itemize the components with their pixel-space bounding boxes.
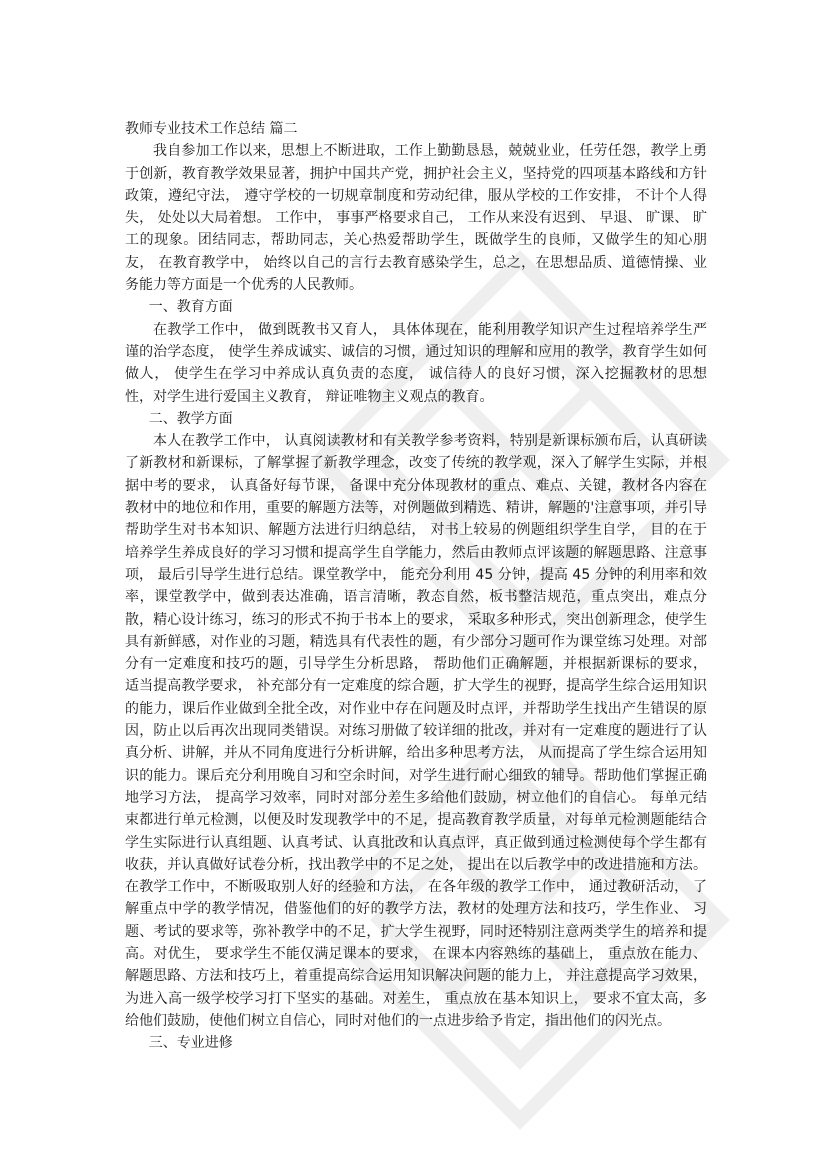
section-heading-education: 一、教育方面 [148, 299, 233, 316]
document-title: 教师专业技术工作总结 篇二 [125, 121, 298, 137]
section-heading-teaching: 二、教学方面 [148, 410, 233, 427]
intro-paragraph: 我自参加工作以来，思想上不断进取，工作上勤勤恳恳，兢兢业业，任劳任怨，教学上勇于创新，教育教学效果显著，拥护中国共产党，拥护社会主义，坚持党的四项基本路线和方针政策，遵纪守法， 遵守学校的一切规章制度和劳动纪律，服从学校的工作安排， 不计个人得失， 处处以大局着想。 工作中， 事事严格要求自己， 工作从来没有迟到、 早退、 旷课、 旷工的现象。团结同志，帮助同志，关心热爱帮助学生，既做学生的良师，又做学生的知心朋友， 在教育教学中， 始终以自己的言行去教育感染学生，总之，在思想品质、道德情操、业务能力等方面是一个优秀的人民教师。 [125, 143, 707, 294]
document-body [125, 118, 707, 1054]
section-heading-professional-development: 三、专业进修 [148, 1035, 233, 1052]
section-body-teaching: 本人在教学工作中， 认真阅读教材和有关教学参考资料，特别是新课标颁布后，认真研读了新教材和新课标，了解掌握了新教学理念，改变了传统的教学观，深入了解学生实际，并根据中考的要求， 认真备好每节课， 备课中充分体现教材的重点、难点、关键，教材各内容在教材中的地位和作用，重要的解题方法等，对例题做到精选、精讲，解题的'注意事项，并引导帮助学生对书本知识、解题方法进行归纳总结， 对书上较易的例题组织学生自学， 目的在于培养学生养成良好的学习习惯和提高学生自学能力，然后由教师点评该题的解题思路、注意事项， 最后引导学生进行总结。课堂教学中， 能充分利用 45 分钟，提高 45 分钟的利用率和效率，课堂教学中，做到表达准确，语言清晰，教态自然，板书整洁规范，重点突出，难点分散，精心设计练习，练习的形式不拘于书本上的要求， 采取多种形式，突出创新理念，使学生具有新鲜感，对作业的习题，精选具有代表性的题，有少部分习题可作为课堂练习处理。对部分有一定难度和技巧的题，引导学生分析思路， 帮助他们正确解题，并根据新课标的要求， 适当提高教学要求， 补充部分有一定难度的综合题，扩大学生的视野，提高学生综合运用知识的能力，课后作业做到全批全改，对作业中存在问题及时点评，并帮助学生找出产生错误的原因，防止以后再次出现同类错误。对练习册做了较详细的批改，并对有一定难度的题进行了认真分析、讲解，并从不同角度进行分析讲解，给出多种思考方法， 从而提高了学生综合运用知识的能力。课后充分利用晚自习和空余时间，对学生进行耐心细致的辅导。帮助他们掌握正确地学习方法， 提高学习效率，同时对部分差生多给他们鼓励，树立他们的自信心。 每单元结束都进行单元检测，以便及时发现教学中的不足，提高教育教学质量，对每单元检测题能结合学生实际进行认真组题、认真考试、认真批改和认真点评，真正做到通过检测使每个学生都有收获，并认真做好试卷分析，找出教学中的不足之处， 提出在以后教学中的改进措施和方法。 在教学工作中，不断吸取别人好的经验和方法， 在各年级的教学工作中， 通过教研活动， 了解重点中学的教学情况，借鉴他们的好的教学方法，教材的处理方法和技巧，学生作业、 习题、考试的要求等，弥补教学中的不足，扩大学生视野，同时还特别注意两类学生的培养和提高。对优生， 要求学生不能仅满足课本的要求， 在课本内容熟练的基础上， 重点放在能力、解题思路、方法和技巧上，着重提高综合运用知识解决问题的能力上， 并注意提高学习效果， 为进入高一级学校学习打下坚实的基础。对差生， 重点放在基本知识上， 要求不宜太高，多给他们鼓励，使他们树立自信心，同时对他们的一点进步给予肯定，指出他们的闪光点。 [125, 433, 707, 1029]
section-body-education: 在教学工作中， 做到既教书又育人， 具体体现在，能利用教学知识产生过程培养学生严谨的治学态度， 使学生养成诚实、诚信的习惯，通过知识的理解和应用的教学，教育学生如何做人， 使学生在学习中养成认真负责的态度， 诚信待人的良好习惯，深入挖掘教材的思想性，对学生进行爱国主义教育， 辩证唯物主义观点的教育。 [125, 321, 707, 405]
